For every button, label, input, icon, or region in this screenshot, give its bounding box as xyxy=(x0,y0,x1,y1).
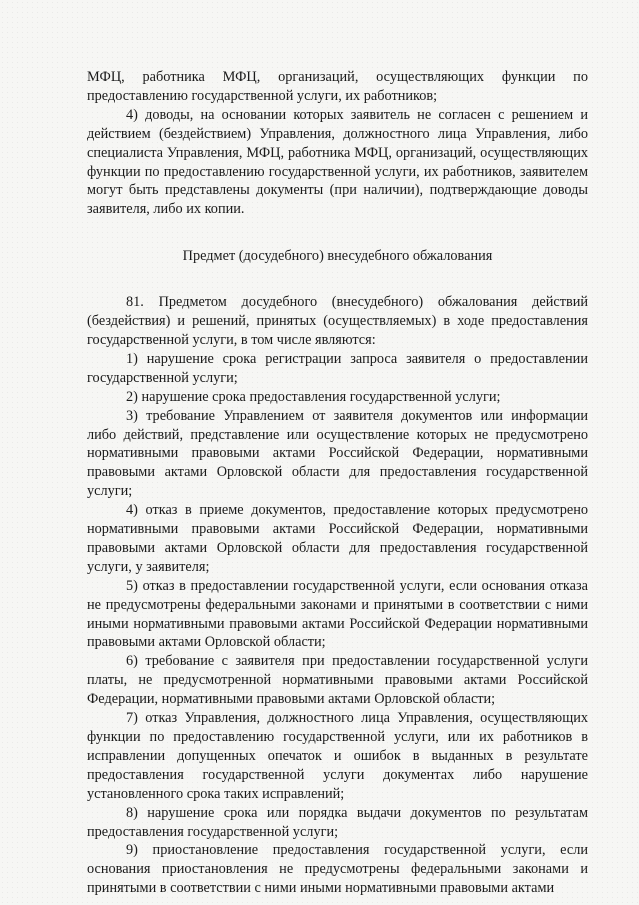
paragraph-81-item-5: 5) отказ в предоставлении государственной услуги, если основания отказа не предусмотрены федеральными законами и принятыми в соответствии с ними иными нормативными правовыми актами Российской Федерации нормативными правовыми актами Орловской области; xyxy=(87,577,588,651)
section-heading: Предмет (досудебного) внесудебного обжалования xyxy=(182,248,493,265)
paragraph-81-item-3: 3) требование Управлением от заявителя документов или информации либо действий, представление или осуществление которых не предусмотрено нормативными правовыми актами Российской Федерации, нормативными правовыми актами Орловской области для предоставления государственной услуги; xyxy=(87,407,588,500)
paragraph-81-item-4: 4) отказ в приеме документов, предоставление которых предусмотрено нормативными правовыми актами Российской Федерации, нормативными правовыми актами Орловской области для предоставления государственной услуги, у заявителя; xyxy=(87,502,588,575)
paragraph-continuation: МФЦ, работника МФЦ, организаций, осуществляющих функции по предоставлению государственной услуги, их работников; xyxy=(87,69,588,104)
document-body xyxy=(87,68,588,898)
paragraph-81-item-8: 8) нарушение срока или порядка выдачи документов по результатам предоставления государственной услуги; xyxy=(87,804,588,840)
paragraph-81-item-9: 9) приостановление предоставления государственной услуги, если основания приостановления не предусмотрены федеральными законами и принятыми в соответствии с ними иными нормативными правовыми актами xyxy=(87,842,588,897)
paragraph-81-item-7: 7) отказ Управления, должностного лица Управления, осуществляющих функции по предоставлению государственной услуги, или их работников в исправлении допущенных опечаток и ошибок в выданных в результате предоставления государственной услуги документах либо нарушение установленного срока таких исправлений; xyxy=(87,710,588,802)
paragraph-81-item-1: 1) нарушение срока регистрации запроса заявителя о предоставлении государственной услуги; xyxy=(87,350,588,386)
paragraph-81: 81. Предметом досудебного (внесудебного) обжалования действий (бездействия) и решений, принятых (осуществляемых) в ходе предоставления государственной услуги, в том числе являются: xyxy=(87,294,588,348)
paragraph-81-item-2: 2) нарушение срока предоставления государственной услуги; xyxy=(126,388,501,405)
paragraph-item-4: 4) доводы, на основании которых заявитель не согласен с решением и действием (бездействием) Управления, должностного лица Управления, либо специалиста Управления, МФЦ, работника МФЦ, организаций, осуществляющих функции по предоставлению государственной услуги, их работников, заявителем могут быть представлены документы (при наличии), подтверждающие доводы заявителя, либо их копии. xyxy=(87,106,588,218)
paragraph-81-item-6: 6) требование с заявителя при предоставлении государственной услуги платы, не предусмотренной нормативными правовыми актами Российской Федерации, нормативными правовыми актами Орловской области; xyxy=(87,653,588,708)
